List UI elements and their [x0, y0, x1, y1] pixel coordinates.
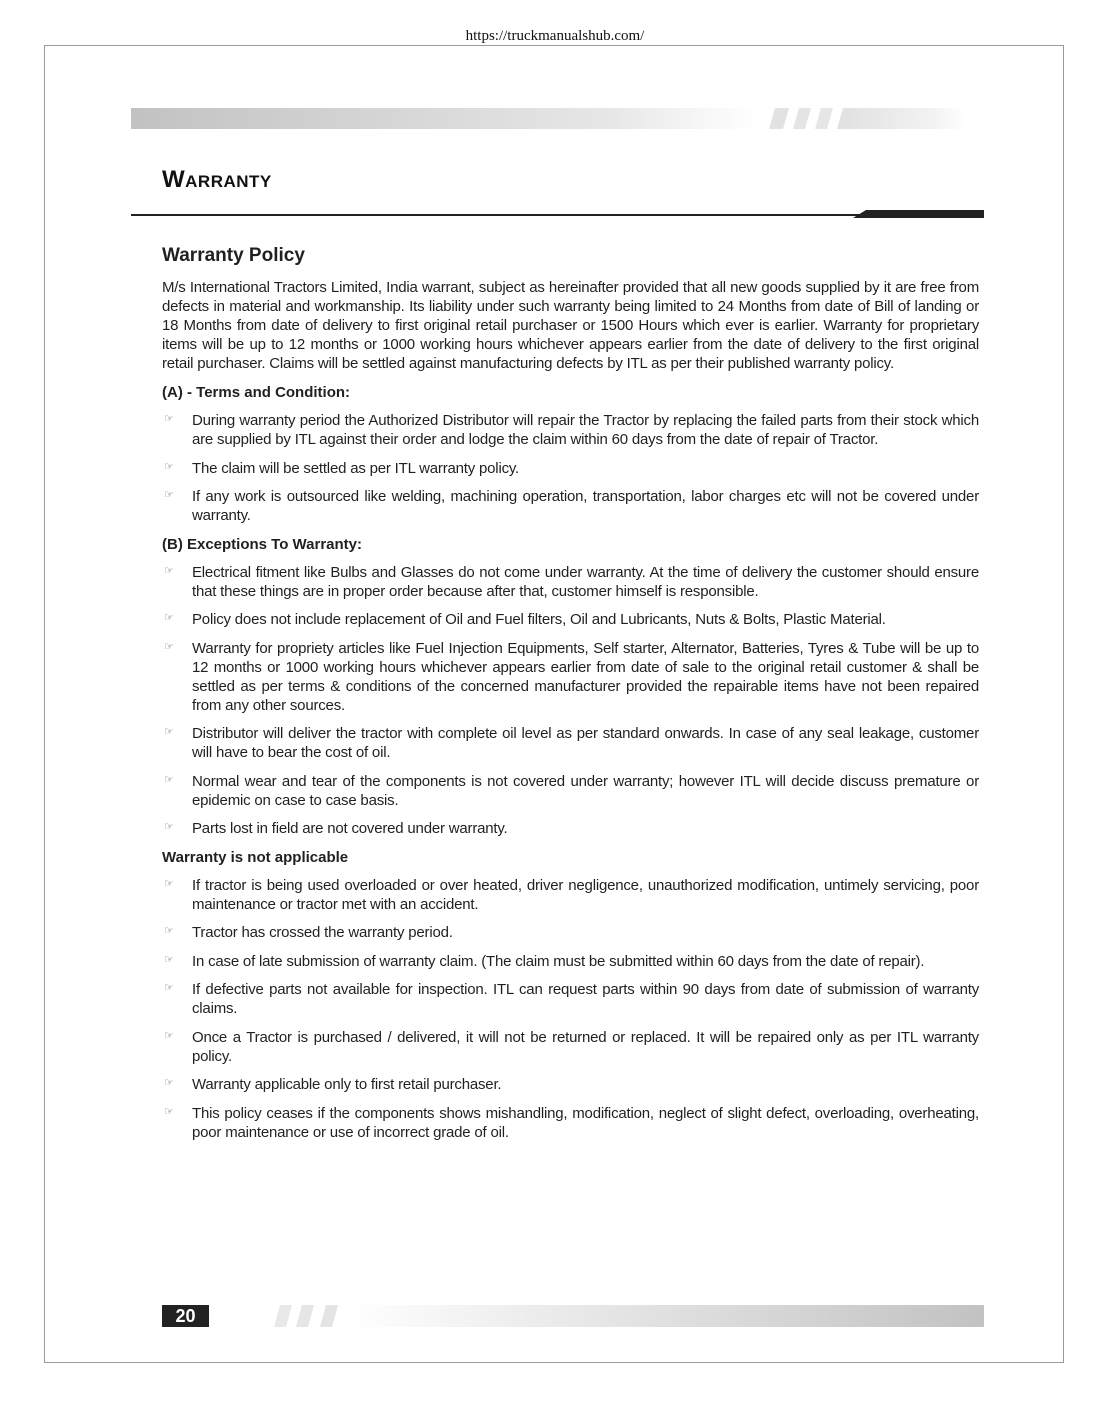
list-item: ☞ Distributor will deliver the tractor with complete oil level as per standard onwards. In case of any seal leakage, customer will have to bear the cost of oil. [164, 725, 979, 761]
pointing-hand-icon: ☞ [164, 489, 174, 501]
pointing-hand-icon: ☞ [164, 413, 174, 425]
page-number: 20 [162, 1305, 209, 1327]
pointing-hand-icon: ☞ [164, 773, 174, 786]
list-item: ☞ Normal wear and tear of the components is not covered under warranty; however ITL will decide discuss premature or epidemic on case to case basis. [164, 772, 979, 809]
list-item: ☞ Warranty applicable only to first retail purchaser. [164, 1076, 502, 1093]
pointing-hand-icon: ☞ [164, 612, 174, 624]
pointing-hand-icon: ☞ [164, 640, 174, 653]
list-item: ☞ If defective parts not available for inspection. ITL can request parts within 90 days from date of submission of warranty claims. [164, 981, 979, 1017]
list-item: ☞ The claim will be settled as per ITL warranty policy. [164, 459, 520, 477]
pointing-hand-icon: ☞ [164, 1077, 174, 1089]
list-item: ☞ This policy ceases if the components shows mishandling, modification, neglect of slight defect, overloading, overheating, poor maintenance or use of incorrect grade of oil. [164, 1104, 979, 1141]
terms-heading: (A) - Terms and Condition: [162, 384, 351, 401]
terms-list [162, 411, 979, 525]
list-item: ☞ If tractor is being used overloaded or over heated, driver negligence, unauthorized modification, untimely servicing, poor maintenance or tractor met with an accident. [164, 876, 979, 913]
pointing-hand-icon: ☞ [164, 460, 174, 473]
footer-decorative-bar [162, 1305, 984, 1327]
not-applicable-list [162, 876, 979, 1142]
list-item: ☞ Once a Tractor is purchased / delivered, it will not be returned or replaced. It will be repaired only as per ITL warranty policy. [164, 1028, 979, 1065]
header-decorative-bar [131, 108, 966, 129]
pointing-hand-icon: ☞ [164, 1105, 174, 1118]
pointing-hand-icon: ☞ [164, 877, 174, 890]
list-item: ☞ Tractor has crossed the warranty period. [164, 924, 453, 941]
list-item: ☞ In case of late submission of warranty claim. (The claim must be submitted within 60 days from the date of repair). [164, 952, 925, 970]
pointing-hand-icon: ☞ [164, 821, 174, 833]
pointing-hand-icon: ☞ [164, 953, 174, 966]
pointing-hand-icon: ☞ [164, 1029, 174, 1042]
list-item: ☞ Policy does not include replacement of Oil and Fuel filters, Oil and Lubricants, Nuts & Bolts, Plastic Material. [164, 611, 886, 628]
policy-heading: Warranty Policy [162, 245, 305, 266]
list-item: ☞ Electrical fitment like Bulbs and Glasses do not come under warranty. At the time of delivery the customer should ensure that these things are in proper order because after that, customer himself is responsible. [164, 563, 979, 600]
not-applicable-heading: Warranty is not applicable [162, 848, 349, 866]
page-title: Warranty [162, 166, 272, 193]
list-item: ☞ Parts lost in field are not covered under warranty. [164, 820, 508, 837]
pointing-hand-icon: ☞ [164, 925, 174, 937]
exceptions-list [162, 563, 979, 839]
pointing-hand-icon: ☞ [164, 726, 174, 738]
list-item: ☞ If any work is outsourced like welding, machining operation, transportation, labor charges etc will not be covered under warranty. [164, 488, 979, 524]
page-content [162, 245, 979, 1151]
list-item: ☞ During warranty period the Authorized Distributor will repair the Tractor by replacing the failed parts from their stock which are supplied by ITL against their order and lodge the claim within 60 days from the date of repair of Tractor. [164, 412, 979, 448]
pointing-hand-icon: ☞ [164, 982, 174, 994]
policy-intro: M/s International Tractors Limited, India warrant, subject as hereinafter provided that all new goods supplied by it are free from defects in material and workmanship. Its liability under such warranty being limited to 24 Months from date of Bill of landing or 18 Months from date of delivery to first original retail purchaser or 1500 Hours which ever is earlier. Warranty for proprietary items will be up to 12 months or 1000 working hours whichever appears earlier from the date of delivery to the first original retail purchaser. Claims will be settled against manufacturing defects by ITL as per their published warranty policy. [162, 279, 979, 372]
title-underline [131, 208, 984, 218]
source-url: https://truckmanualshub.com/ [465, 28, 645, 44]
list-item: ☞ Warranty for propriety articles like Fuel Injection Equipments, Self starter, Alternator, Batteries, Tyres & Tube will be up to 12 months or 1000 working hours whichever appears earlier from date of sale to the original retail customer & shall be settled as per terms & conditions of the concerned manufacturer provided the repairable items have not been repaired from any other sources. [164, 639, 979, 714]
pointing-hand-icon: ☞ [164, 564, 174, 577]
exceptions-heading: (B) Exceptions To Warranty: [162, 535, 363, 553]
